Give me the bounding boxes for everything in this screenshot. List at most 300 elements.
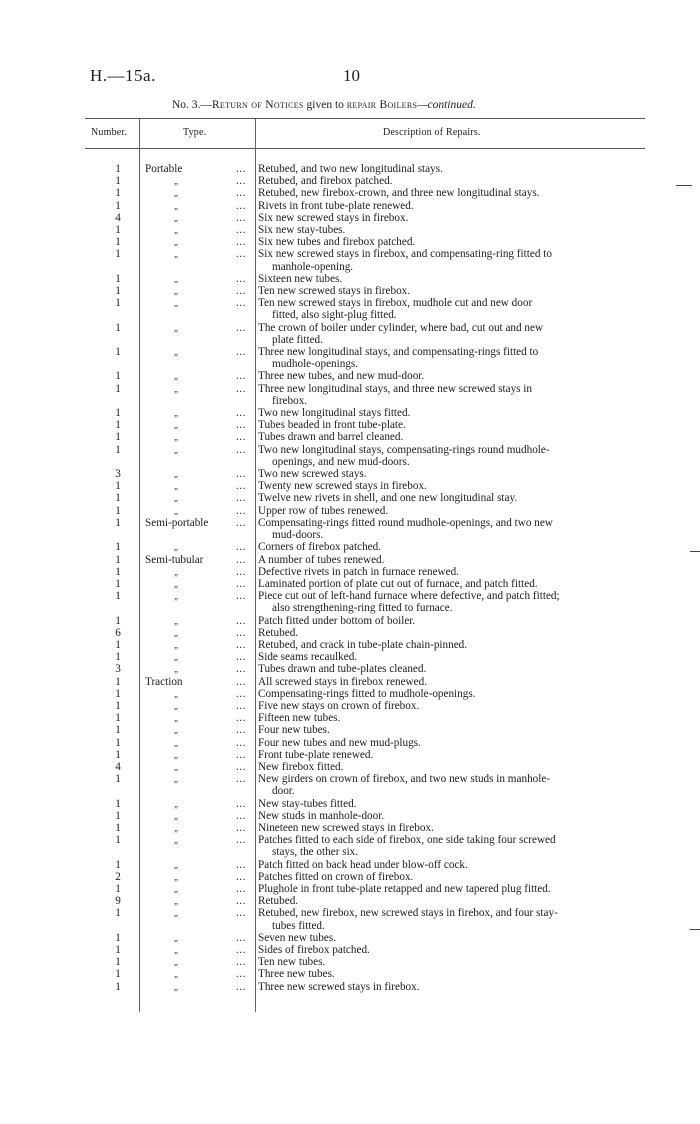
- row-leader-dots: ...: [236, 468, 246, 481]
- row-leader-dots: ...: [236, 163, 246, 175]
- row-description-text: New studs in manhole-door.: [258, 809, 385, 822]
- row-number: 1: [115, 236, 121, 249]
- row-type-ditto: „: [174, 981, 178, 992]
- row-description: [258, 627, 626, 639]
- row-number: 6: [115, 626, 121, 639]
- row-leader-dots: ...: [236, 541, 246, 554]
- row-number: 1: [115, 163, 121, 175]
- row-description: [258, 859, 626, 871]
- row-description: [258, 590, 626, 614]
- row-description-text: Retubed.: [258, 895, 299, 908]
- row-description-text: Five new stays on crown of firebox.: [258, 699, 420, 712]
- table-row: [0, 651, 700, 663]
- row-number: 1: [115, 907, 121, 920]
- table-row: [0, 627, 700, 639]
- row-leader-dots: ...: [236, 224, 246, 237]
- row-leader-dots: ...: [236, 663, 246, 676]
- row-description: [258, 907, 626, 931]
- row-description: [258, 212, 626, 224]
- row-description-text: A number of tubes renewed.: [258, 553, 385, 566]
- row-number: 1: [115, 175, 121, 188]
- row-type-ditto: „: [174, 371, 178, 382]
- row-number: 1: [115, 931, 121, 944]
- row-leader-dots: ...: [236, 614, 246, 627]
- row-number: 1: [115, 199, 121, 212]
- row-type-ditto: „: [174, 212, 178, 223]
- row-description-text: Six new screwed stays in firebox, and compensating-ring fitted to: [258, 248, 552, 261]
- row-description-text: Piece cut out of left-hand furnace where defective, and patch fitted;: [258, 590, 560, 603]
- row-description-text: Four new tubes.: [258, 724, 330, 737]
- row-description-text: Retubed, new firebox-crown, and three new longitudinal stays.: [258, 187, 540, 200]
- row-description-continuation: mud-doors.: [272, 529, 324, 542]
- row-description: [258, 480, 626, 492]
- row-description-text: Sides of firebox patched.: [258, 944, 370, 956]
- row-leader-dots: ...: [236, 321, 246, 334]
- row-number: 1: [115, 382, 121, 395]
- row-description: [258, 773, 626, 797]
- row-number: 1: [115, 224, 121, 237]
- row-description-text: Plughole in front tube-plate retapped and new tapered plug fitted.: [258, 882, 551, 895]
- table-row: [0, 871, 700, 883]
- table-row: [0, 419, 700, 431]
- row-number: 3: [115, 663, 121, 676]
- table-row: [0, 480, 700, 492]
- row-type-ditto: „: [174, 383, 178, 394]
- row-leader-dots: ...: [236, 968, 246, 981]
- row-type-ditto: „: [174, 493, 178, 504]
- table-row: [0, 944, 700, 956]
- table-row: [0, 712, 700, 724]
- table-row: [0, 737, 700, 749]
- row-type-ditto: „: [174, 286, 178, 297]
- row-description: [258, 700, 626, 712]
- row-leader-dots: ...: [236, 419, 246, 432]
- row-number: 1: [115, 748, 121, 761]
- row-type-ditto: „: [174, 566, 178, 577]
- row-description: [258, 419, 626, 431]
- row-description: [258, 407, 626, 419]
- row-description: [258, 517, 626, 541]
- row-type-ditto: „: [174, 627, 178, 638]
- row-leader-dots: ...: [236, 809, 246, 822]
- row-number: 1: [115, 187, 121, 200]
- table-row: [0, 554, 700, 566]
- row-description-text: Fifteen new tubes.: [258, 712, 341, 725]
- table-row: [0, 956, 700, 968]
- table-row: [0, 810, 700, 822]
- table-row: [0, 761, 700, 773]
- caption-prefix: No. 3.—: [172, 99, 212, 111]
- row-number: 1: [115, 736, 121, 749]
- table-row: [0, 834, 700, 858]
- column-header-number: Number.: [91, 127, 128, 138]
- row-description-text: Two new longitudinal stays fitted.: [258, 407, 411, 420]
- table-row: [0, 749, 700, 761]
- row-description-text: Laminated portion of plate cut out of furnace, and patch fitted.: [258, 577, 538, 590]
- row-description-text: Tubes drawn and tube-plates cleaned.: [258, 663, 427, 676]
- row-leader-dots: ...: [236, 858, 246, 871]
- row-description-text: Three new tubes.: [258, 968, 335, 981]
- row-type-ditto: „: [174, 237, 178, 248]
- row-description: [258, 737, 626, 749]
- row-description-text: Retubed, and two new longitudinal stays.: [258, 163, 443, 175]
- row-description: [258, 444, 626, 468]
- row-description-text: Retubed.: [258, 626, 299, 639]
- row-leader-dots: ...: [236, 272, 246, 285]
- row-description-continuation: manhole-opening.: [272, 260, 354, 273]
- table-row: [0, 517, 700, 541]
- row-leader-dots: ...: [236, 773, 246, 786]
- row-description: [258, 554, 626, 566]
- page-number: 10: [343, 66, 360, 85]
- row-type-ditto: „: [174, 225, 178, 236]
- row-number: 1: [115, 590, 121, 603]
- row-description-text: Six new tubes and firebox patched.: [258, 236, 416, 249]
- row-type-ditto: „: [174, 969, 178, 980]
- caption-continued: —continued.: [417, 99, 476, 111]
- row-number: 1: [115, 797, 121, 810]
- row-number: 1: [115, 944, 121, 956]
- row-description: [258, 932, 626, 944]
- row-number: 1: [115, 687, 121, 700]
- table-row: [0, 578, 700, 590]
- row-description-text: Retubed, new firebox, new screwed stays in firebox, and four stay-: [258, 907, 558, 920]
- row-leader-dots: ...: [236, 187, 246, 200]
- row-description-continuation: also strengthening-ring fitted to furnace.: [272, 602, 453, 615]
- row-description: [258, 505, 626, 517]
- row-description: [258, 468, 626, 480]
- row-description: [258, 578, 626, 590]
- row-description: [258, 761, 626, 773]
- row-description-text: Ten new screwed stays in firebox.: [258, 285, 411, 298]
- row-number: 1: [115, 419, 121, 432]
- row-number: 4: [115, 211, 121, 224]
- row-number: 1: [115, 541, 121, 554]
- row-description: [258, 871, 626, 883]
- row-number: 4: [115, 760, 121, 773]
- row-leader-dots: ...: [236, 211, 246, 224]
- row-description: [258, 895, 626, 907]
- row-leader-dots: ...: [236, 944, 246, 956]
- row-description-text: New girders on crown of firebox, and two new studs in manhole-: [258, 773, 551, 786]
- row-description-text: Tubes drawn and barrel cleaned.: [258, 431, 404, 444]
- table-row: [0, 541, 700, 553]
- table-row: [0, 285, 700, 297]
- header-bottom-rule: [85, 148, 645, 149]
- row-type-ditto: „: [174, 713, 178, 724]
- row-number: 1: [115, 577, 121, 590]
- row-number: 1: [115, 407, 121, 420]
- row-description-text: All screwed stays in firebox renewed.: [258, 675, 427, 688]
- row-description-text: Three new longitudinal stays, and three new screwed stays in: [258, 382, 533, 395]
- row-number: 1: [115, 504, 121, 517]
- row-description: [258, 163, 626, 175]
- row-leader-dots: ...: [236, 285, 246, 298]
- row-number: 1: [115, 882, 121, 895]
- row-type-ditto: „: [174, 298, 178, 309]
- margin-mark: [676, 185, 692, 186]
- margin-mark: [690, 929, 700, 930]
- row-description: [258, 224, 626, 236]
- row-number: 1: [115, 272, 121, 285]
- row-number: 1: [115, 346, 121, 359]
- table-row: [0, 566, 700, 578]
- margin-mark: [690, 551, 700, 552]
- row-description-text: Twelve new rivets in shell, and one new longitudinal stay.: [258, 492, 518, 505]
- row-description: [258, 248, 626, 272]
- row-number: 1: [115, 431, 121, 444]
- row-type-ditto: „: [174, 749, 178, 760]
- table-row: [0, 822, 700, 834]
- row-type-ditto: „: [174, 932, 178, 943]
- table-row: [0, 676, 700, 688]
- row-leader-dots: ...: [236, 651, 246, 664]
- row-type-ditto: „: [174, 652, 178, 663]
- table-row: [0, 236, 700, 248]
- row-type-ditto: „: [174, 505, 178, 516]
- row-type-ditto: „: [174, 420, 178, 431]
- row-description: [258, 566, 626, 578]
- table-row: [0, 590, 700, 614]
- table-row: [0, 968, 700, 980]
- row-description-text: Compensating-rings fitted to mudhole-openings.: [258, 687, 476, 700]
- row-description-text: New stay-tubes fitted.: [258, 797, 357, 810]
- table-row: [0, 383, 700, 407]
- row-type-ditto: „: [174, 469, 178, 480]
- row-number: 1: [115, 614, 121, 627]
- row-leader-dots: ...: [236, 675, 246, 688]
- row-description: [258, 322, 626, 346]
- row-type-ditto: „: [174, 810, 178, 821]
- row-description-continuation: door.: [272, 785, 295, 798]
- row-leader-dots: ...: [236, 565, 246, 578]
- table-row: [0, 370, 700, 382]
- row-description: [258, 615, 626, 627]
- row-description: [258, 236, 626, 248]
- row-description-text: The crown of boiler under cylinder, where bad, cut out and new: [258, 321, 544, 334]
- row-number: 1: [115, 443, 121, 456]
- row-description: [258, 200, 626, 212]
- row-leader-dots: ...: [236, 712, 246, 725]
- row-number: 1: [115, 553, 121, 566]
- row-number: 1: [115, 297, 121, 310]
- row-leader-dots: ...: [236, 870, 246, 883]
- row-type-ditto: „: [174, 761, 178, 772]
- row-description: [258, 175, 626, 187]
- row-leader-dots: ...: [236, 687, 246, 700]
- caption-repair-boilers: repair Boilers: [346, 99, 418, 111]
- row-type-ditto: „: [174, 432, 178, 443]
- row-type-ditto: „: [174, 347, 178, 358]
- row-type: Portable: [145, 163, 183, 175]
- row-number: 1: [115, 956, 121, 969]
- table-row: [0, 615, 700, 627]
- row-type-ditto: „: [174, 615, 178, 626]
- row-description: [258, 944, 626, 956]
- row-description-text: Patch fitted under bottom of boiler.: [258, 614, 416, 627]
- table-row: [0, 444, 700, 468]
- row-number: 1: [115, 516, 121, 529]
- row-leader-dots: ...: [236, 895, 246, 908]
- row-leader-dots: ...: [236, 480, 246, 493]
- table-row: [0, 200, 700, 212]
- table-row: [0, 431, 700, 443]
- row-type-ditto: „: [174, 835, 178, 846]
- row-description-text: Patches fitted on crown of firebox.: [258, 870, 414, 883]
- row-description-text: Sixteen new tubes.: [258, 272, 343, 285]
- column-header-description: Description of Repairs.: [383, 127, 481, 138]
- table-caption: [172, 99, 476, 111]
- row-type-ditto: „: [174, 957, 178, 968]
- row-type-ditto: „: [174, 700, 178, 711]
- table-row: [0, 798, 700, 810]
- row-number: 1: [115, 968, 121, 981]
- row-number: 1: [115, 858, 121, 871]
- table-row: [0, 859, 700, 871]
- row-type-ditto: „: [174, 908, 178, 919]
- row-type-ditto: „: [174, 322, 178, 333]
- row-description: [258, 749, 626, 761]
- row-description-text: Ten new screwed stays in firebox, mudhole cut and new door: [258, 297, 533, 310]
- row-description-text: Tubes beaded in front tube-plate.: [258, 419, 406, 432]
- table-row: [0, 212, 700, 224]
- row-description: [258, 822, 626, 834]
- row-description-text: Corners of firebox patched.: [258, 541, 382, 554]
- row-description-text: New firebox fitted.: [258, 760, 344, 773]
- table-row: [0, 688, 700, 700]
- row-number: 1: [115, 724, 121, 737]
- row-description-text: Retubed, and firebox patched.: [258, 175, 393, 188]
- row-description-text: Nineteen new screwed stays in firebox.: [258, 821, 434, 834]
- row-number: 1: [115, 980, 121, 993]
- row-type-ditto: „: [174, 444, 178, 455]
- row-leader-dots: ...: [236, 834, 246, 847]
- row-type-ditto: „: [174, 542, 178, 553]
- row-leader-dots: ...: [236, 199, 246, 212]
- row-description: [258, 492, 626, 504]
- table-row: [0, 724, 700, 736]
- row-type-ditto: „: [174, 176, 178, 187]
- row-description-text: Ten new tubes.: [258, 956, 326, 969]
- row-description: [258, 724, 626, 736]
- row-number: 1: [115, 712, 121, 725]
- table-row: [0, 273, 700, 285]
- row-leader-dots: ...: [236, 297, 246, 310]
- table-row: [0, 907, 700, 931]
- row-type-ditto: „: [174, 591, 178, 602]
- row-type-ditto: „: [174, 249, 178, 260]
- row-number: 1: [115, 651, 121, 664]
- row-leader-dots: ...: [236, 748, 246, 761]
- row-number: 1: [115, 565, 121, 578]
- row-leader-dots: ...: [236, 907, 246, 920]
- row-leader-dots: ...: [236, 346, 246, 359]
- row-description-continuation: openings, and new mud-doors.: [272, 455, 410, 468]
- caption-middle: given to: [303, 99, 347, 111]
- row-description-text: Rivets in front tube-plate renewed.: [258, 199, 414, 212]
- row-leader-dots: ...: [236, 175, 246, 188]
- row-type-ditto: „: [174, 639, 178, 650]
- row-leader-dots: ...: [236, 516, 246, 529]
- row-leader-dots: ...: [236, 431, 246, 444]
- table-row: [0, 663, 700, 675]
- row-description-text: Twenty new screwed stays in firebox.: [258, 480, 427, 493]
- row-description-text: Defective rivets in patch in furnace renewed.: [258, 565, 459, 578]
- row-leader-dots: ...: [236, 626, 246, 639]
- table-row: [0, 981, 700, 993]
- row-type-ditto: „: [174, 737, 178, 748]
- row-type-ditto: „: [174, 664, 178, 675]
- row-description-continuation: stays, the other six.: [272, 846, 359, 859]
- row-leader-dots: ...: [236, 577, 246, 590]
- table-row: [0, 505, 700, 517]
- row-description: [258, 798, 626, 810]
- row-number: 1: [115, 370, 121, 383]
- table-row: [0, 492, 700, 504]
- row-leader-dots: ...: [236, 382, 246, 395]
- row-number: 1: [115, 248, 121, 261]
- row-leader-dots: ...: [236, 638, 246, 651]
- row-type-ditto: „: [174, 859, 178, 870]
- row-description: [258, 834, 626, 858]
- table-row: [0, 895, 700, 907]
- row-description-text: Patches fitted to each side of firebox, one side taking four screwed: [258, 834, 556, 847]
- row-leader-dots: ...: [236, 797, 246, 810]
- repairs-table-body: [0, 163, 700, 993]
- row-leader-dots: ...: [236, 492, 246, 505]
- row-description-text: Two new longitudinal stays, compensating-rings round mudhole-: [258, 443, 550, 456]
- row-type-ditto: „: [174, 896, 178, 907]
- row-description: [258, 810, 626, 822]
- row-number: 3: [115, 468, 121, 481]
- table-row: [0, 248, 700, 272]
- row-leader-dots: ...: [236, 724, 246, 737]
- row-description-text: Three new longitudinal stays, and compensating-rings fitted to: [258, 346, 539, 359]
- row-description: [258, 431, 626, 443]
- row-type-ditto: „: [174, 481, 178, 492]
- row-type: Traction: [145, 675, 183, 688]
- row-leader-dots: ...: [236, 370, 246, 383]
- table-row: [0, 187, 700, 199]
- row-description: [258, 883, 626, 895]
- row-description: [258, 187, 626, 199]
- row-leader-dots: ...: [236, 821, 246, 834]
- row-description: [258, 541, 626, 553]
- row-description-text: Side seams recaulked.: [258, 651, 358, 664]
- table-row: [0, 883, 700, 895]
- row-description-continuation: tubes fitted.: [272, 919, 325, 932]
- row-description: [258, 370, 626, 382]
- row-type: Semi-portable: [145, 516, 209, 529]
- row-description: [258, 383, 626, 407]
- row-number: 1: [115, 821, 121, 834]
- row-description: [258, 285, 626, 297]
- row-description-text: Three new tubes, and new mud-door.: [258, 370, 425, 383]
- table-row: [0, 224, 700, 236]
- caption-return-of-notices: Return of Notices: [211, 99, 304, 111]
- row-type-ditto: „: [174, 188, 178, 199]
- row-type-ditto: „: [174, 822, 178, 833]
- row-number: 1: [115, 285, 121, 298]
- table-row: [0, 468, 700, 480]
- row-description-text: Two new screwed stays.: [258, 468, 367, 481]
- table-row: [0, 175, 700, 187]
- row-description-continuation: plate fitted.: [272, 333, 323, 346]
- row-description-continuation: fitted, also sight-plug fitted.: [272, 309, 397, 322]
- row-leader-dots: ...: [236, 980, 246, 993]
- row-number: 1: [115, 699, 121, 712]
- row-leader-dots: ...: [236, 443, 246, 456]
